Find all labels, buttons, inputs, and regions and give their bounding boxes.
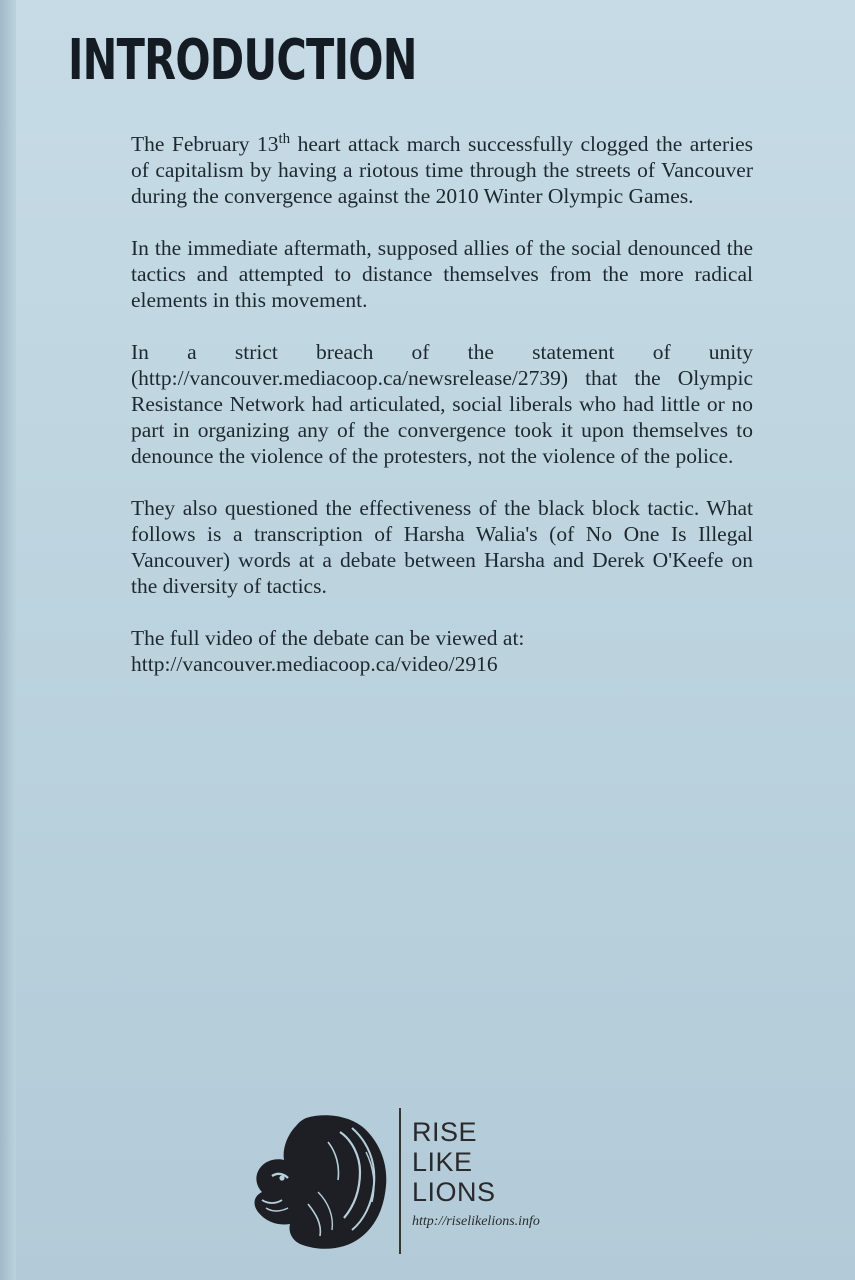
video-note: The full video of the debate can be viewed at: xyxy=(131,626,525,651)
page-title: INTRODUCTION xyxy=(68,28,417,93)
paragraph-2: In the immediate aftermath, supposed allies of the social denounced the tactics and attempted to distance themselves from the more radical elements in this movement. xyxy=(131,236,753,313)
paragraph-1-end: heart attack march successfully clogged the arteries of capitalism by having a riotous time through the streets of Vancouver during the convergence against the 2010 Winter Olympic Games. xyxy=(131,132,753,209)
paragraph-1 xyxy=(131,126,753,209)
ordinal-suffix: th xyxy=(278,131,291,147)
lion-head-icon xyxy=(248,1112,390,1252)
paragraph-5 xyxy=(131,625,753,677)
paragraph-3: In a strict breach of the statement of unity (http://vancouver.mediacoop.ca/newsrelease/2739) that the Olympic Resistance Network had articulated, social liberals who had little or no part in organizing any of the convergence took it upon themselves to denounce the violence of the protesters, not the violence of the police. xyxy=(131,340,753,469)
intro-body xyxy=(131,126,753,703)
logo-word-rise: RISE xyxy=(412,1117,478,1147)
logo-word-like: LIKE xyxy=(412,1147,473,1177)
paragraph-1-start: The February 13 xyxy=(131,132,279,157)
page-edge xyxy=(0,0,16,1280)
rise-like-lions-logo xyxy=(248,1108,588,1256)
logo-divider xyxy=(399,1108,401,1254)
logo-url[interactable]: http://riselikelions.info xyxy=(412,1214,540,1229)
video-link[interactable]: http://vancouver.mediacoop.ca/video/2916 xyxy=(131,652,498,677)
paragraph-4: They also questioned the effectiveness of the black block tactic. What follows is a transcription of Harsha Walia's (of No One Is Illegal Vancouver) words at a debate between Harsha and Derek O'Keefe on the diversity of tactics. xyxy=(131,496,753,599)
logo-word-lions: LIONS xyxy=(412,1177,496,1207)
